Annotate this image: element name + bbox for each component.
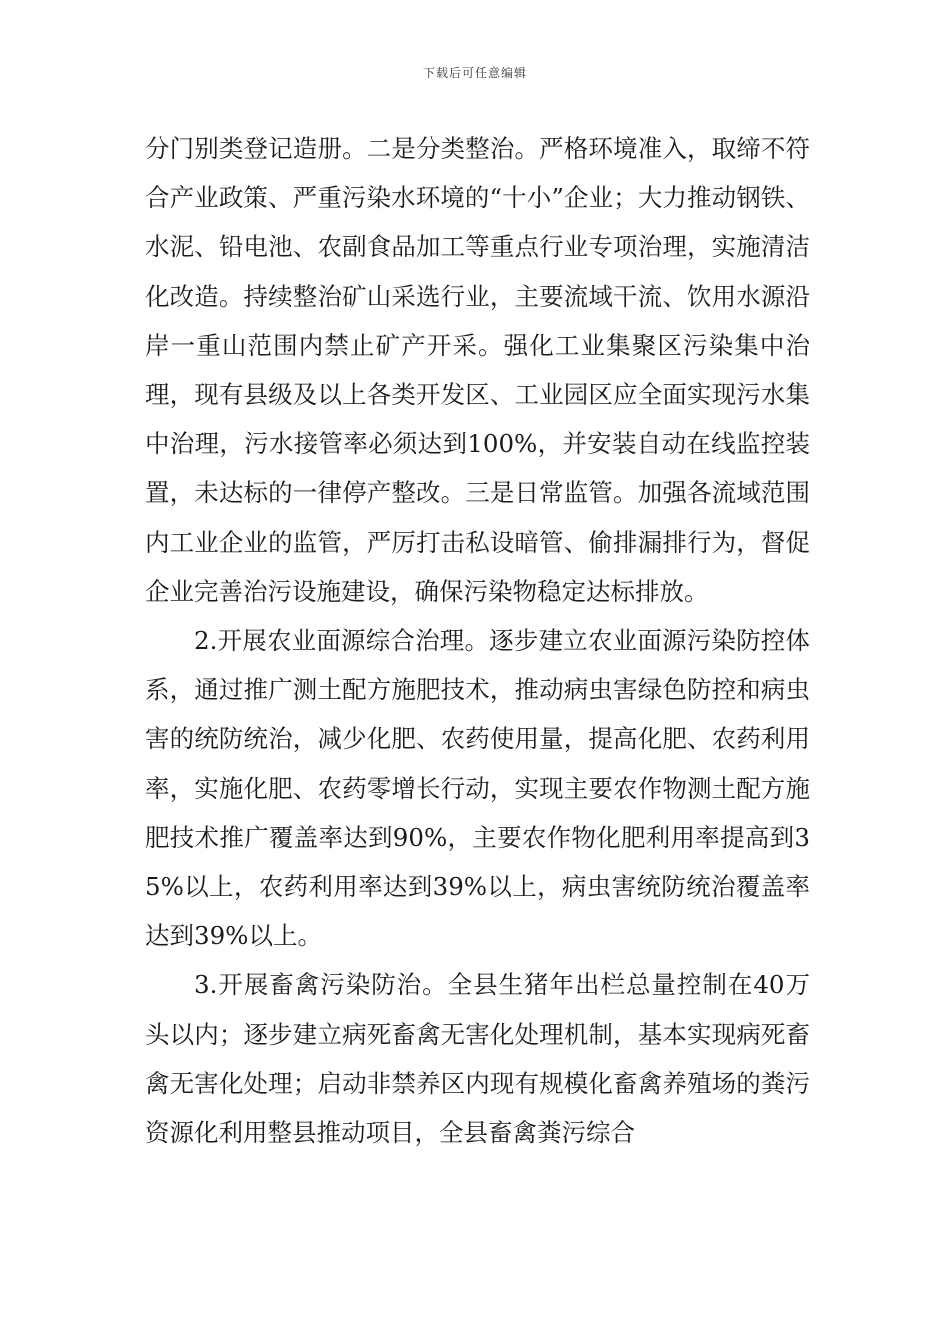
paragraph-continuation: 分门别类登记造册。二是分类整治。严格环境准入，取缔不符合产业政策、严重污染水环境的“十小”企业；大力推动钢铁、水泥、铅电池、农副食品加工等重点行业专项治理，实施清洁化改造。持续整治矿山采选行业，主要流域干流、饮用水源沿岸一重山范围内禁止矿产开采。强化工业集聚区污染集中治理，现有县级及以上各类开发区、工业园区应全面实现污水集中治理，污水接管率必须达到100%，并安装自动在线监控装置，未达标的一律停产整改。三是日常监管。加强各流域范围内工业企业的监管，严厉打击私设暗管、偷排漏排行为，督促企业完善治污设施建设，确保污染物稳定达标排放。 — [145, 134, 810, 606]
page-header: 下载后可任意编辑 — [422, 66, 527, 80]
paragraph-livestock: 3.开展畜禽污染防治。全县生猪年出栏总量控制在40万头以内；逐步建立病死畜禽无害化处理机制，基本实现病死畜禽无害化处理；启动非禁养区内现有规模化畜禽养殖场的粪污资源化利用整县推动项目，全县畜禽粪污综合 — [145, 970, 810, 1148]
paragraph-agriculture: 2.开展农业面源综合治理。逐步建立农业面源污染防控体系，通过推广测土配方施肥技术，推动病虫害绿色防控和病虫害的统防统治，减少化肥、农药使用量，提高化肥、农药利用率，实施化肥、农药零增长行动，实现主要农作物测土配方施肥技术推广覆盖率达到90%，主要农作物化肥利用率提高到35%以上，农药利用率达到39%以上，病虫害统防统治覆盖率达到39%以上。 — [145, 626, 810, 951]
document-body — [145, 124, 810, 1157]
